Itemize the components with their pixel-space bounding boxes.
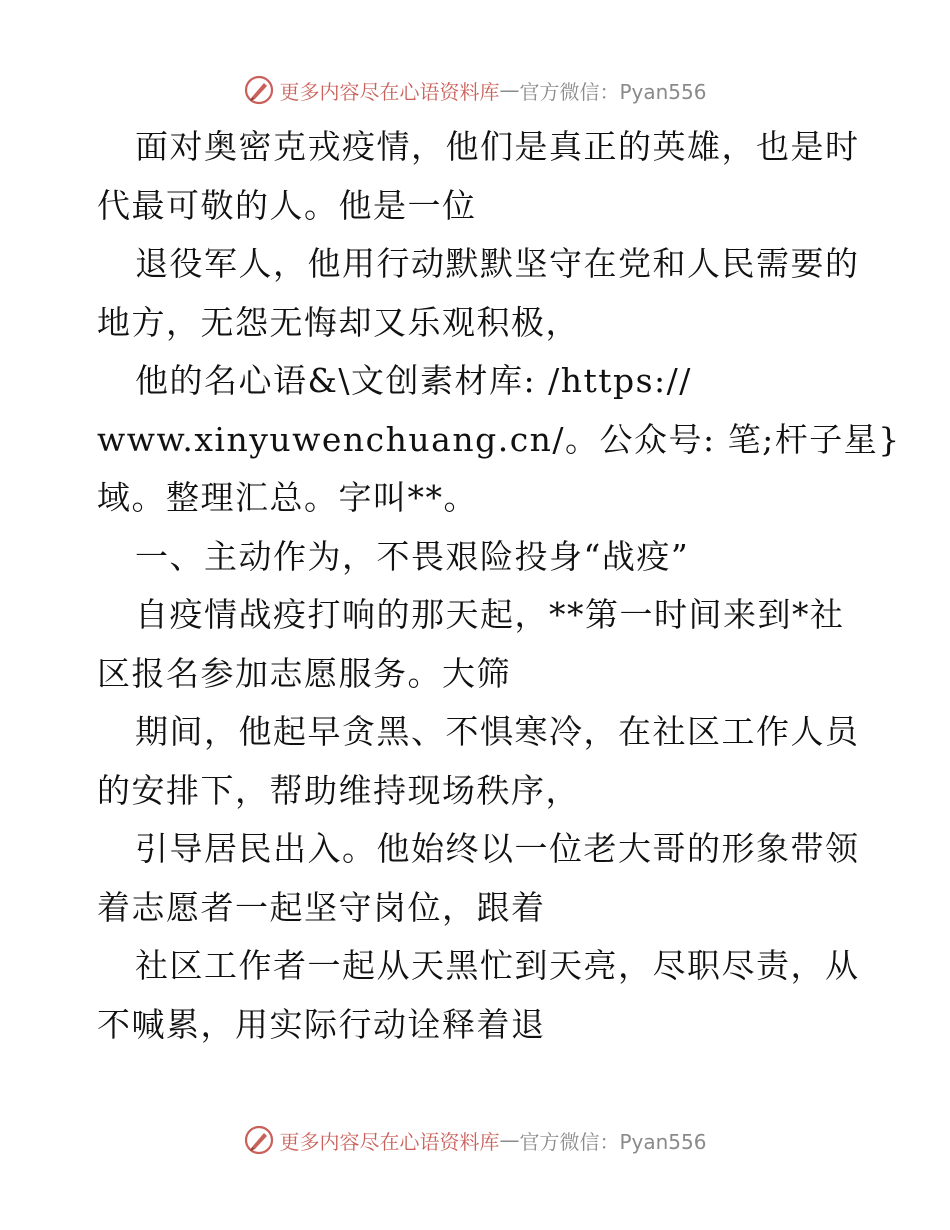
body-line: 退役军人，他用行动默默坚守在党和人民需要的	[135, 244, 860, 283]
body-line: 引导居民出入。他始终以一位老大哥的形象带领	[135, 829, 860, 868]
header-banner-wechat: 官方微信：Pyan556	[519, 79, 707, 104]
header-banner	[0, 70, 950, 110]
footer-banner-text: 更多内容尽在心语资料库	[279, 1129, 500, 1154]
body-line: 社区工作者一起从天黑忙到天亮，尽职尽责，从	[135, 946, 860, 985]
footer-banner-wechat: 官方微信：Pyan556	[519, 1129, 707, 1154]
body-line: 域。整理汇总。字叫**。	[97, 478, 478, 517]
body-line: 地方，无怨无悔却又乐观积极，	[97, 302, 580, 342]
body-line: 不喊累，用实际行动诠释着退	[97, 1004, 546, 1044]
body-line: 他的名心语&\文创素材库: /https://	[135, 361, 692, 400]
document-body	[97, 118, 901, 1054]
footer-banner	[0, 1120, 950, 1160]
pen-logo-icon	[243, 74, 275, 106]
pen-logo-icon	[243, 1124, 275, 1156]
body-line: 着志愿者一起坚守岗位，跟着	[97, 887, 546, 927]
header-banner-separator: —	[499, 78, 520, 102]
section-heading: 一、主动作为，不畏艰险投身“战疫”	[135, 536, 690, 576]
body-line: 自疫情战疫打响的那天起，**第一时间来到*社	[135, 595, 845, 634]
body-line: 代最可敬的人。他是一位	[97, 185, 477, 225]
footer-banner-separator: —	[499, 1128, 520, 1152]
body-line: 期间，他起早贪黑、不惧寒冷，在社区工作人员	[135, 712, 860, 751]
header-banner-text: 更多内容尽在心语资料库	[279, 79, 500, 104]
body-line: 区报名参加志愿服务。大筛	[97, 653, 511, 693]
body-line: 的安排下，帮助维持现场秩序，	[97, 770, 580, 810]
body-line: www.xinyuwenchuang.cn/。公众号: 笔;杆子星}	[97, 419, 901, 459]
body-line: 面对奥密克戎疫情，他们是真正的英雄，也是时	[135, 127, 860, 166]
